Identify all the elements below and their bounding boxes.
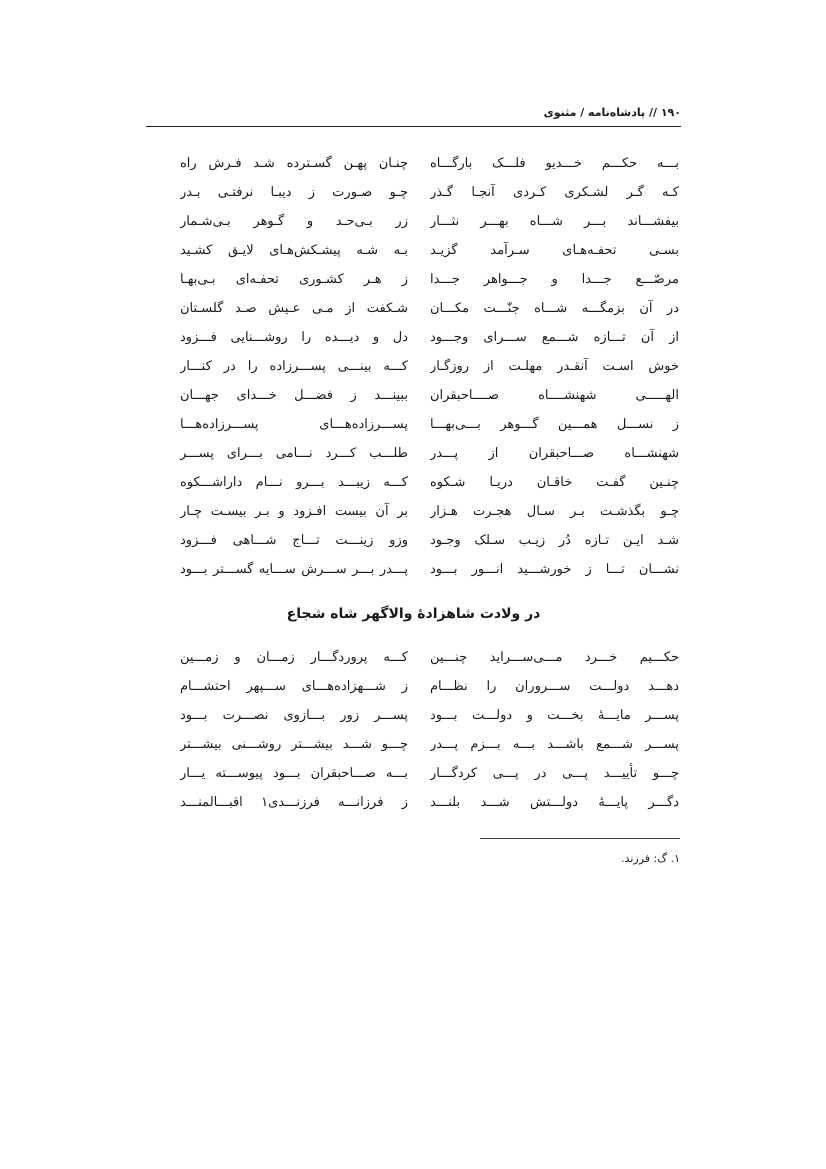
hemistich-left: چـــو شـــد بیشـــتر روشـــنی بیشـــتر <box>180 737 408 752</box>
hemistich-right: چنـین گفـت خاقـان دریـا شـکوه <box>430 475 679 490</box>
hemistich-left: چنـان پهـن گسـترده شـد فـرش راه <box>180 156 408 171</box>
couplet <box>0 239 826 268</box>
couplet <box>0 297 826 326</box>
hemistich-right: مرصّـــع جـــدا و جـــواهر جـــدا <box>430 272 679 287</box>
hemistich-left: دل و دیـــده را روشـــنایی فـــزود <box>180 330 408 345</box>
hemistich-left: شـکفت از مـی عـیش صـد گلسـتان <box>180 301 408 316</box>
hemistich-left: ز شـــهزاده‌هـــای ســـپهر احتشـــام <box>180 679 408 694</box>
couplet <box>0 733 826 762</box>
hemistich-left: ز فرزانـــه فرزنـــدی۱ اقبـــالمنـــد <box>180 795 408 810</box>
hemistich-right: شهنشـــاه صـــاحبقران از پـــدر <box>430 446 679 461</box>
couplet <box>0 646 826 675</box>
hemistich-left: زر بـی‌حـد و گـوهر بـی‌شـمار <box>180 214 408 229</box>
couplet <box>0 152 826 181</box>
couplet <box>0 326 826 355</box>
hemistich-right: چـــو تأییـــد پـــی در پـــی کردگـــار <box>430 766 679 781</box>
hemistich-right: ز نســـل همـــین گـــوهر بـــی‌بهـــا <box>430 417 679 432</box>
couplet <box>0 762 826 791</box>
hemistich-right: بسـی تحفـه‌هـای سـرآمد گزیـد <box>430 243 679 258</box>
couplet <box>0 500 826 529</box>
hemistich-right: پســـر مایـــهٔ بخـــت و دولـــت بـــود <box>430 708 679 723</box>
poem-stanza-2 <box>0 646 826 820</box>
hemistich-right: خوش اسـت آنقـدر مهلـت از روزگـار <box>430 359 679 374</box>
couplet <box>0 181 826 210</box>
hemistich-right: الهـــــی شهنشــــاه صــــاحبقران <box>430 388 679 403</box>
hemistich-left: بـــه صـــاحبقران بـــود پیوســـته یـــار <box>180 766 408 781</box>
hemistich-right: شـد ایـن تـازه دُر زیـب سـلک وجـود <box>430 533 679 548</box>
hemistich-right: دهـــد دولـــت ســـروران را نظـــام <box>430 679 679 694</box>
hemistich-right: دگـــر پایـــهٔ دولـــتش شـــد بلنـــد <box>430 795 679 810</box>
hemistich-left: طلـــب کـــرد نـــامی بـــرای پســـر <box>180 446 408 461</box>
couplet <box>0 471 826 500</box>
poem-stanza-1 <box>0 152 826 587</box>
hemistich-left: وزو زینـــت تـــاج شـــاهی فـــزود <box>180 533 408 548</box>
hemistich-left: پـــدر بـــر ســـرش ســـایه گســـتر بـــود <box>180 562 408 577</box>
hemistich-right: بیفشـــاند بـــر شـــاه بهـــر نثـــار <box>430 214 679 229</box>
couplet <box>0 704 826 733</box>
hemistich-right: در آن بزمگـــه شـــاه جنّـــت مکـــان <box>430 301 679 316</box>
hemistich-right: از آن تـــازه شـــمع ســـرای وجـــود <box>430 330 679 345</box>
couplet <box>0 384 826 413</box>
couplet <box>0 558 826 587</box>
hemistich-right: پســـر شـــمع باشـــد بـــه بـــزم پـــدر <box>430 737 679 752</box>
footnote: ۱. گ: فرزند. <box>621 852 680 865</box>
hemistich-left: ببینـــد ز فضـــل خـــدای جهـــان <box>180 388 408 403</box>
running-header: ۱۹۰ // پادشاه‌نامه / مثنوی <box>543 106 681 119</box>
hemistich-right: بـــه حکـــم خـــدیو فلـــک بارگـــاه <box>430 156 679 171</box>
hemistich-right: چـو بگذشـت بـر سـال هجـرت هـزار <box>430 504 679 519</box>
hemistich-left: کـــه بینـــی پســـرزاده را در کنـــار <box>180 359 408 374</box>
hemistich-left: بر آن بیست افـزود و بـر بیسـت چـار <box>180 504 408 519</box>
hemistich-left: پســـر زور بـــازوی نصـــرت بـــود <box>180 708 408 723</box>
couplet <box>0 413 826 442</box>
hemistich-right: حکـــیم خـــرد مـــی‌ســـراید چنـــین <box>430 650 679 665</box>
hemistich-left: چـو صـورت ز دیبـا نرفتـی بـدر <box>180 185 408 200</box>
couplet <box>0 442 826 471</box>
hemistich-left: کـــه پروردگـــار زمـــان و زمـــین <box>180 650 408 665</box>
hemistich-left: ز هـر کشـوری تحفـه‌ای بـی‌بهـا <box>180 272 408 287</box>
hemistich-left: پســـرزاده‌هـــای پســـرزاده‌هـــا <box>180 417 408 432</box>
couplet <box>0 791 826 820</box>
hemistich-right: نشـــان تـــا ز خورشـــید انـــور بـــود <box>430 562 679 577</box>
couplet <box>0 268 826 297</box>
footnote-rule <box>480 838 680 839</box>
section-heading: در ولادت شاهزادهٔ والاگهر شاه شجاع <box>286 606 541 622</box>
hemistich-left: بـه شـه پیشـکش‌هـای لایـق کشـید <box>180 243 408 258</box>
header-rule <box>146 126 681 127</box>
couplet <box>0 529 826 558</box>
couplet <box>0 210 826 239</box>
couplet <box>0 675 826 704</box>
couplet <box>0 355 826 384</box>
hemistich-right: کـه گـر لشـکری کـردی آنجـا گـذر <box>430 185 679 200</box>
hemistich-left: کـــه زیبـــد بـــرو نـــام داراشـــکوه <box>180 475 408 490</box>
